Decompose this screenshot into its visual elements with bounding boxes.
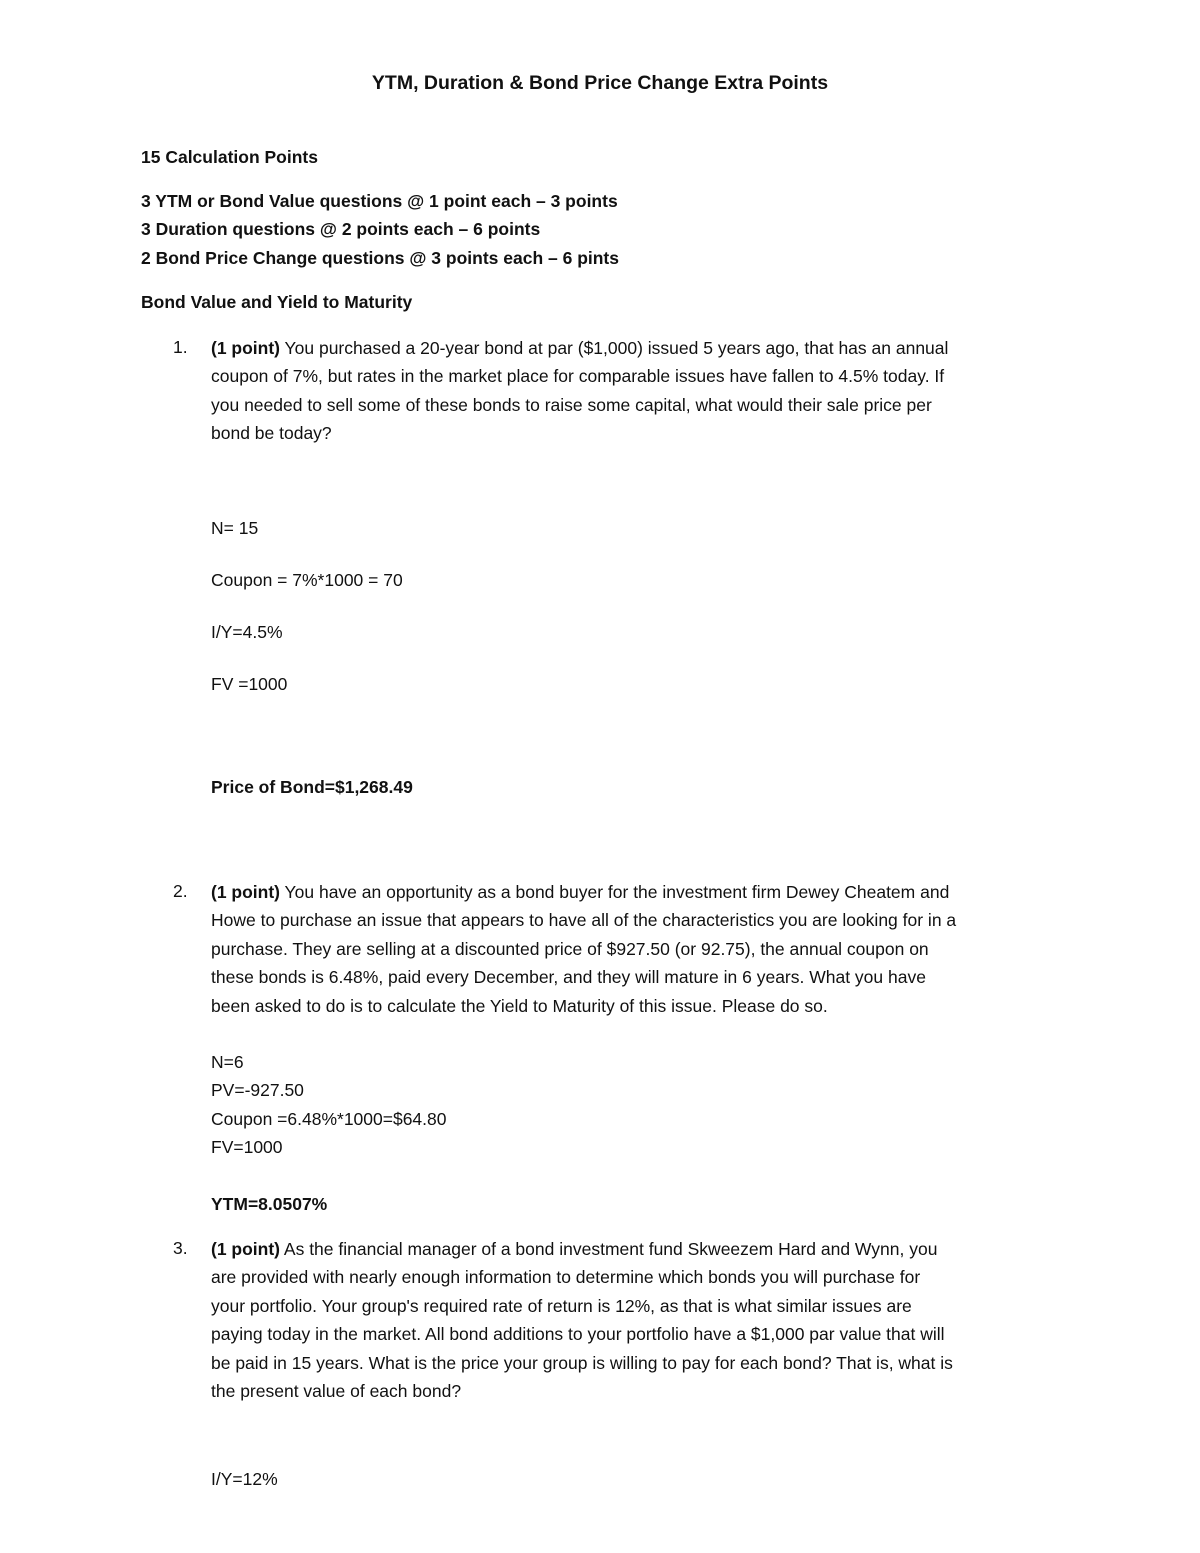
question-points: (1 point) xyxy=(211,882,281,902)
work-line: N=6 xyxy=(211,1052,244,1072)
summary-line: 3 YTM or Bond Value questions @ 1 point each – 3 points xyxy=(141,191,618,211)
work-line: I/Y=12% xyxy=(211,1469,278,1489)
work-line: PV=-927.50 xyxy=(211,1080,304,1100)
work-line: I/Y=4.5% xyxy=(211,622,283,642)
work-line: N= 15 xyxy=(211,518,259,538)
answer-line: YTM=8.0507% xyxy=(211,1194,328,1214)
question-text: (1 point) You have an opportunity as a bond buyer for the investment firm Dewey Cheatem and Howe to purchase an issue that appears to have all of the characteristics you are looking for in a purchase. They are selling at a discounted price of $927.50 (or 92.75), the annual coupon on these bonds is 6.48%, paid every December, and they will mature in 6 years. What you have been asked to do is to calculate the Yield to Maturity of this issue. Please do so. xyxy=(211,882,957,1016)
summary-line: 3 Duration questions @ 2 points each – 6 points xyxy=(141,219,541,239)
document-title: YTM, Duration & Bond Price Change Extra Points xyxy=(371,72,829,94)
section-heading: Bond Value and Yield to Maturity xyxy=(141,292,413,312)
work-line: FV=1000 xyxy=(211,1137,283,1157)
work-line: Coupon = 7%*1000 = 70 xyxy=(211,570,403,590)
question-text: (1 point) As the financial manager of a bond investment fund Skweezem Hard and Wynn, you are provided with nearly enough information to determine which bonds you will purchase for your portfolio. Your group's required rate of return is 12%, as that is what similar issues are paying today in the market. All bond additions to your portfolio have a $1,000 par value that will be paid in 15 years. What is the price your group is willing to pay for each bond? That is, what is the present value of each bond? xyxy=(211,1239,953,1402)
answer-line: Price of Bond=$1,268.49 xyxy=(211,777,413,797)
question-points: (1 point) xyxy=(211,338,281,358)
summary-heading: 15 Calculation Points xyxy=(141,147,318,167)
question-number: 1. xyxy=(173,337,188,357)
question-number: 2. xyxy=(173,881,188,901)
work-line: FV =1000 xyxy=(211,674,288,694)
summary-line: 2 Bond Price Change questions @ 3 points each – 6 pints xyxy=(141,248,619,268)
question-points: (1 point) xyxy=(211,1239,281,1259)
question-text: (1 point) You purchased a 20-year bond at par ($1,000) issued 5 years ago, that has an annual coupon of 7%, but rates in the market place for comparable issues have fallen to 4.5% today. If you needed to sell some of these bonds to raise some capital, what would their sale price per bond be today? xyxy=(211,338,949,444)
work-line: Coupon =6.48%*1000=$64.80 xyxy=(211,1109,447,1129)
question-number: 3. xyxy=(173,1238,188,1258)
